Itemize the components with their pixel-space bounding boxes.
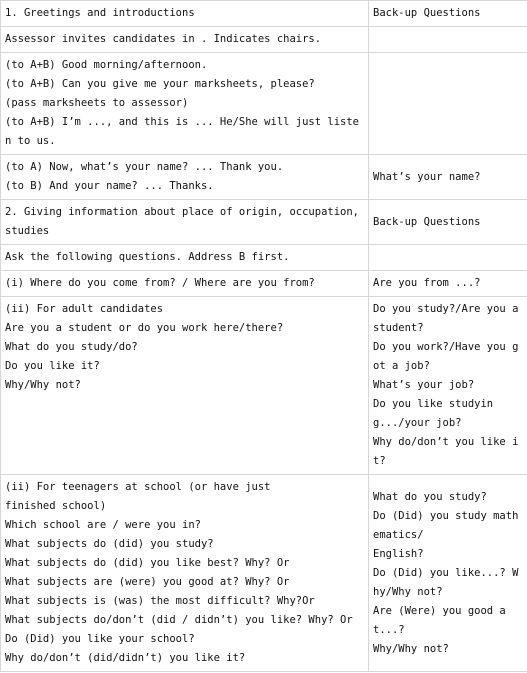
backup-heading [369, 1, 527, 27]
section-heading-greetings [1, 1, 369, 27]
instruction-text: Assessor invites candidates in . Indicates chairs. [5, 33, 322, 45]
table-row [1, 27, 527, 53]
script-line: Why/Why not? [5, 379, 81, 391]
backup-question-cell [369, 297, 527, 475]
backup-question: What do you study? [373, 490, 487, 503]
backup-question: Do you study?/Are you a student? [373, 303, 525, 334]
table-row [1, 53, 527, 155]
script-cell [1, 475, 369, 672]
backup-question-cell [369, 271, 527, 297]
empty-cell [369, 245, 527, 271]
script-line: Do you like it? [5, 360, 100, 372]
backup-heading-text: Back-up Questions [373, 215, 481, 228]
script-line: (to B) And your name? ... Thanks. [5, 180, 214, 192]
backup-question: Why do/don’t you like it? [373, 436, 519, 467]
backup-question: Are you from ...? [373, 277, 481, 289]
table-row [1, 297, 527, 475]
script-line: (ii) For teenagers at school (or have just [5, 481, 271, 493]
backup-question: Do (Did) you like...? Why/Why not? [373, 566, 519, 598]
script-line: Why do/don’t (did/didn’t) you like it? [5, 652, 246, 664]
script-cell [1, 271, 369, 297]
script-line: (to A+B) Good morning/afternoon. [5, 59, 208, 71]
script-line: What subjects do/don’t (did / didn’t) you like? Why? Or [5, 614, 353, 626]
script-line: Are you a student or do you work here/there? [5, 322, 284, 334]
script-line: Do (Did) you like your school? [5, 633, 195, 645]
backup-question: What’s your name? [373, 170, 481, 183]
instruction-text: Ask the following questions. Address B first. [5, 251, 290, 263]
backup-question: Do (Did) you study mathematics/ [373, 509, 519, 541]
table-row [1, 200, 527, 245]
backup-question: Do you like studying.../your job? [373, 398, 494, 429]
script-line: (to A) Now, what’s your name? ... Thank you. [5, 161, 284, 173]
table-row [1, 475, 527, 672]
backup-question: English? [373, 547, 424, 560]
table-row [1, 271, 527, 297]
backup-question: Why/Why not? [373, 642, 449, 655]
script-line: What subjects are (were) you good at? Why? Or [5, 576, 290, 588]
table-row [1, 245, 527, 271]
backup-heading [369, 200, 527, 245]
script-line: Which school are / were you in? [5, 519, 201, 531]
script-line: (i) Where do you come from? / Where are you from? [5, 277, 315, 289]
script-cell [1, 155, 369, 200]
script-cell [1, 297, 369, 475]
backup-question-cell [369, 155, 527, 200]
script-line: (ii) For adult candidates [5, 303, 164, 315]
heading-text: 2. Giving information about place of origin, occupation, studies [5, 206, 366, 237]
heading-text: 1. Greetings and introductions [5, 7, 195, 19]
script-line: What do you study/do? [5, 341, 138, 353]
script-line: (pass marksheets to assessor) [5, 97, 189, 109]
empty-cell [369, 53, 527, 155]
instruction-cell [1, 245, 369, 271]
script-cell [1, 53, 369, 155]
script-line: (to A+B) Can you give me your marksheets, please? [5, 78, 315, 90]
instruction-cell [1, 27, 369, 53]
script-line: What subjects do (did) you study? [5, 538, 214, 550]
table-row [1, 155, 527, 200]
section-heading-origin [1, 200, 369, 245]
empty-cell [369, 27, 527, 53]
backup-heading-text: Back-up Questions [373, 7, 481, 19]
script-line: finished school) [5, 500, 107, 512]
backup-question: Do you work?/Have you got a job? [373, 341, 519, 372]
script-line: What subjects do (did) you like best? Why? Or [5, 557, 290, 569]
backup-question: Are (Were) you good at...? [373, 604, 506, 636]
script-line: (to A+B) I’m ..., and this is ... He/She will just listen to us. [5, 116, 360, 147]
backup-question-cell [369, 475, 527, 672]
script-line: What subjects is (was) the most difficult? Why?Or [5, 595, 315, 607]
backup-question: What’s your job? [373, 379, 475, 391]
table-row [1, 1, 527, 27]
